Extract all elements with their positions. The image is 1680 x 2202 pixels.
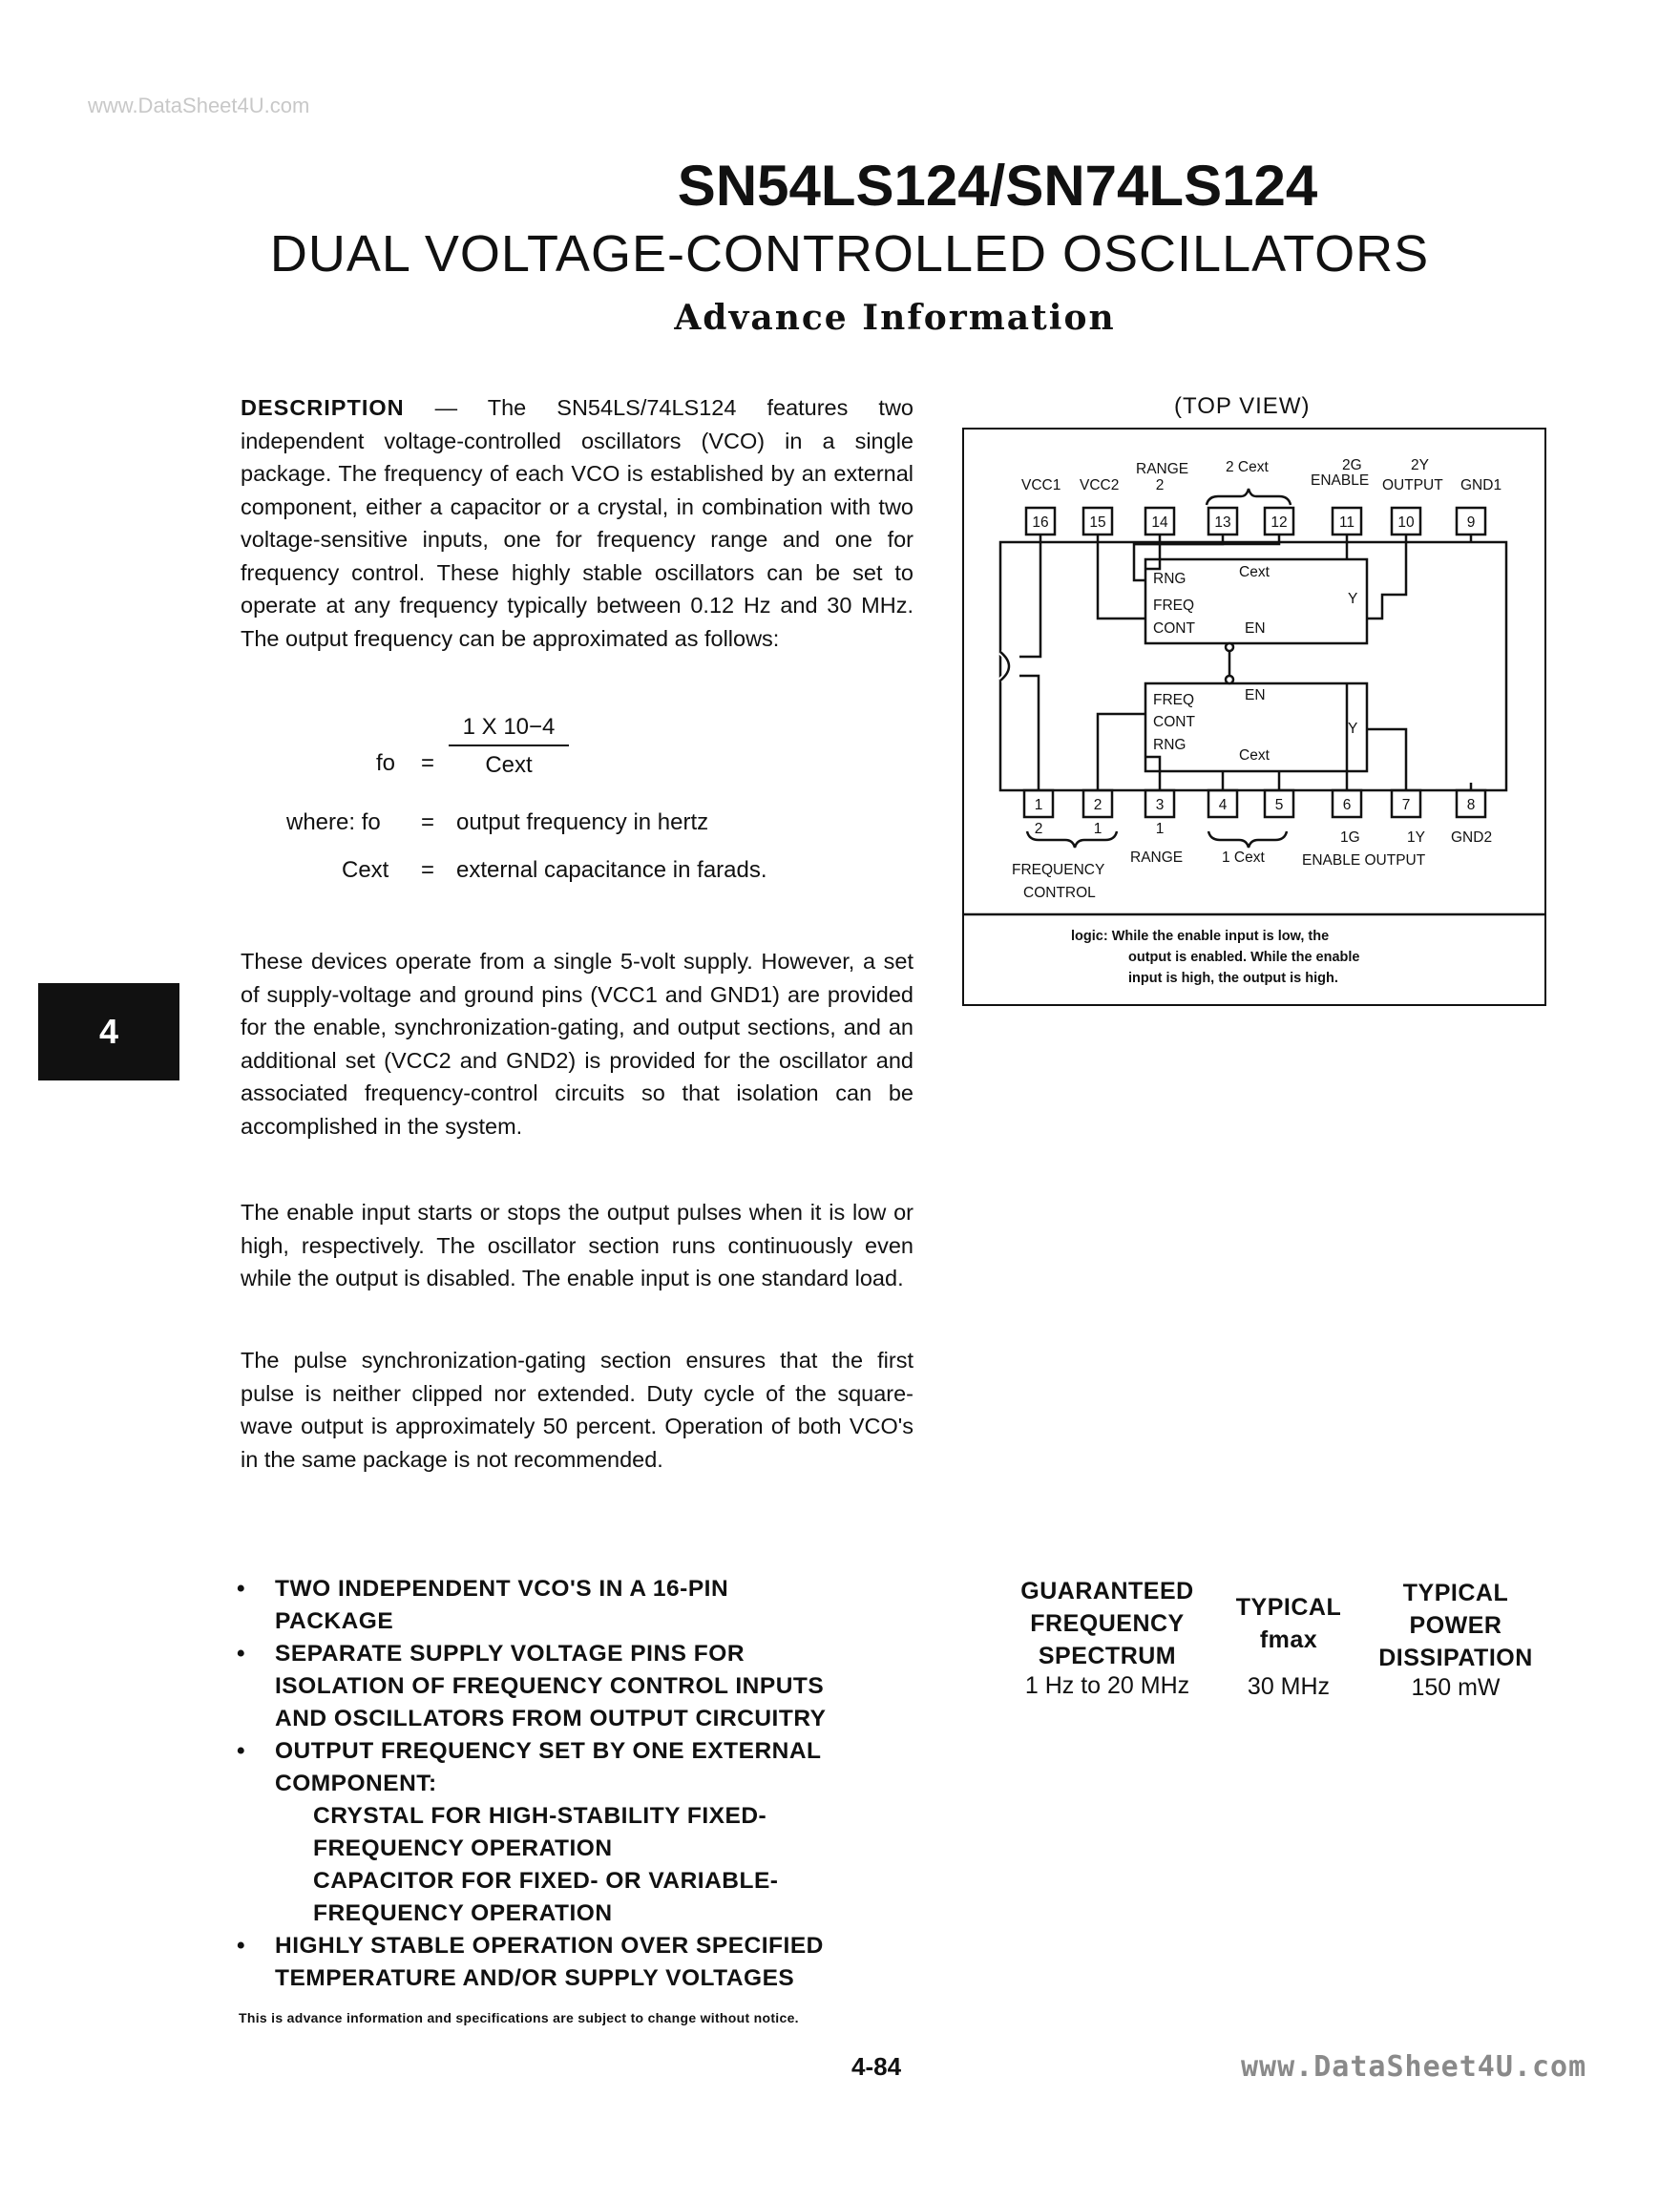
footnote: This is advance information and specifications are subject to change without notice. (239, 2010, 799, 2025)
label-1y: 1Y (1407, 829, 1425, 846)
pin-14: 14 (1151, 514, 1168, 531)
lower-freq: FREQ (1153, 692, 1195, 708)
lower-cont: CONT (1153, 714, 1195, 730)
bullet: • (237, 1933, 246, 1959)
label-range-2-num: 2 (1155, 477, 1165, 493)
formula-fraction (449, 714, 569, 779)
upper-cext: Cext (1239, 564, 1270, 580)
label-1g: 1G (1340, 829, 1360, 846)
upper-en: EN (1245, 620, 1266, 637)
pin-7: 7 (1401, 797, 1411, 813)
formula-equals: = (421, 750, 435, 776)
section-tab: 4 (38, 983, 179, 1080)
formula-denominator: Cext (485, 752, 533, 778)
bullet: • (237, 1576, 246, 1602)
description-intro-text: — The SN54LS/74LS124 features two independent voltage-controlled oscillators (VCO) in a single package. The frequency of each VCO is established by an external component, either a capacitor or a crystal, in combination with two voltage-sensitive inputs, one for frequency range and one for frequency control. These highly stable oscillators can be set to operate at any frequency typically between 0.12 Hz and 30 MHz. The output frequency can be approximated as follows: (241, 395, 914, 651)
lower-en: EN (1245, 687, 1266, 703)
label-2g: 2G (1342, 457, 1362, 473)
label-frequency: FREQUENCY (1012, 862, 1105, 878)
logic-note-line-1: logic: While the enable input is low, the (1071, 929, 1330, 944)
label-vcc1: VCC1 (1021, 477, 1061, 493)
spec-value: 1 Hz to 20 MHz (1024, 1672, 1190, 1699)
watermark-top: www.DataSheet4U.com (88, 94, 310, 117)
page-number: 4-84 (851, 2052, 902, 2081)
upper-rng: RNG (1153, 571, 1186, 587)
lower-y: Y (1348, 721, 1358, 737)
label-gnd2: GND2 (1451, 829, 1493, 846)
spec-frequency-spectrum (993, 1575, 1222, 1700)
pin-5: 5 (1274, 797, 1284, 813)
spec-header: TYPICAL fmax (1235, 1594, 1342, 1653)
formula-numerator: 1 X 10−4 (449, 714, 569, 746)
description-para-enable: The enable input starts or stops the output pulses when it is low or high, respectively. The oscillator section runs continuously even while the output is disabled. The enable input is one standard load. (241, 1200, 914, 1290)
formula-cext-equals: = (421, 857, 435, 883)
pin-6: 6 (1342, 797, 1352, 813)
top-view-label: (TOP VIEW) (1174, 393, 1311, 419)
pin-3: 3 (1155, 797, 1165, 813)
pin-10: 10 (1397, 514, 1415, 531)
formula-cext-desc: external capacitance in farads. (456, 857, 767, 883)
spec-header: TYPICAL POWER DISSIPATION (1378, 1580, 1533, 1671)
spec-header: GUARANTEED FREQUENCY SPECTRUM (1020, 1578, 1194, 1669)
pin-9: 9 (1466, 514, 1476, 531)
label-2y: 2Y (1411, 457, 1429, 473)
label-enable-top: ENABLE (1311, 472, 1370, 489)
description-intro (241, 391, 914, 655)
spec-value: 30 MHz (1247, 1673, 1331, 1700)
logic-note-line-2: output is enabled. While the enable (1128, 950, 1360, 965)
pin-2: 2 (1093, 797, 1102, 813)
pin-1: 1 (1034, 797, 1043, 813)
formula-fo-label: fo (376, 750, 396, 776)
bullet: • (237, 1641, 246, 1667)
page-title: SN54LS124/SN74LS124 (677, 154, 1318, 218)
spec-power (1346, 1577, 1565, 1702)
label-enable-output: ENABLE OUTPUT (1302, 852, 1426, 869)
upper-freq: FREQ (1153, 598, 1195, 614)
pin-11: 11 (1338, 514, 1355, 531)
spec-fmax (1212, 1591, 1365, 1701)
pinout-diagram (962, 428, 1546, 1006)
pin-15: 15 (1089, 514, 1106, 531)
advance-information-heading: Advance Information (674, 298, 1116, 338)
frequency-formula (286, 714, 859, 905)
label-1cext: 1 Cext (1222, 849, 1265, 866)
watermark-bottom: www.DataSheet4U.com (1241, 2050, 1587, 2084)
label-2cext: 2 Cext (1226, 459, 1269, 475)
formula-cext-label: Cext (342, 857, 389, 883)
label-fc-2: 2 (1034, 821, 1043, 837)
formula-where-equals: = (421, 809, 435, 835)
logic-note-line-3: input is high, the output is high. (1128, 971, 1338, 986)
pin-16: 16 (1032, 514, 1049, 531)
upper-cont: CONT (1153, 620, 1195, 637)
description-para-supply: These devices operate from a single 5-volt supply. However, a set of supply-voltage and ground pins (VCC1 and GND1) are provided for the enable, synchronization-gating, and output sections, and an additional set (VCC2 and GND2) is provided for the oscillator and associated frequency-control circuits so that isolation can be accomplished in the system. (241, 949, 914, 1139)
lower-rng: RNG (1153, 737, 1186, 753)
formula-where-desc: output frequency in hertz (456, 809, 709, 835)
bullet: • (237, 1738, 246, 1764)
feature-subitem-crystal: CRYSTAL FOR HIGH-STABILITY FIXED- FREQUENCY OPERATION (313, 1803, 767, 1861)
lower-cext: Cext (1239, 747, 1270, 764)
formula-where-label: where: fo (286, 809, 381, 835)
label-range-1: RANGE (1130, 849, 1184, 866)
description-para-sync: The pulse synchronization-gating section ensures that the first pulse is neither clipped nor extended. Duty cycle of the square-wave output is approximately 50 percent. Operation of both VCO's in the same package is not recommended. (241, 1348, 914, 1472)
feature-subitem-capacitor: CAPACITOR FOR FIXED- OR VARIABLE- FREQUENCY OPERATION (313, 1868, 779, 1926)
label-vcc2: VCC2 (1080, 477, 1120, 493)
label-range-2: RANGE (1136, 461, 1189, 477)
label-fc-1: 1 (1093, 821, 1102, 837)
spec-value: 150 mW (1411, 1674, 1501, 1701)
label-range-1-num: 1 (1155, 821, 1165, 837)
pin-4: 4 (1218, 797, 1228, 813)
page-subtitle: DUAL VOLTAGE-CONTROLLED OSCILLATORS (269, 225, 1430, 283)
label-gnd1: GND1 (1460, 477, 1502, 493)
label-output-top: OUTPUT (1382, 477, 1443, 493)
upper-y: Y (1348, 591, 1358, 607)
description-heading: DESCRIPTION (241, 395, 405, 420)
pin-8: 8 (1466, 797, 1476, 813)
label-control: CONTROL (1023, 885, 1096, 901)
pin-13: 13 (1214, 514, 1231, 531)
pin-12: 12 (1270, 514, 1288, 531)
